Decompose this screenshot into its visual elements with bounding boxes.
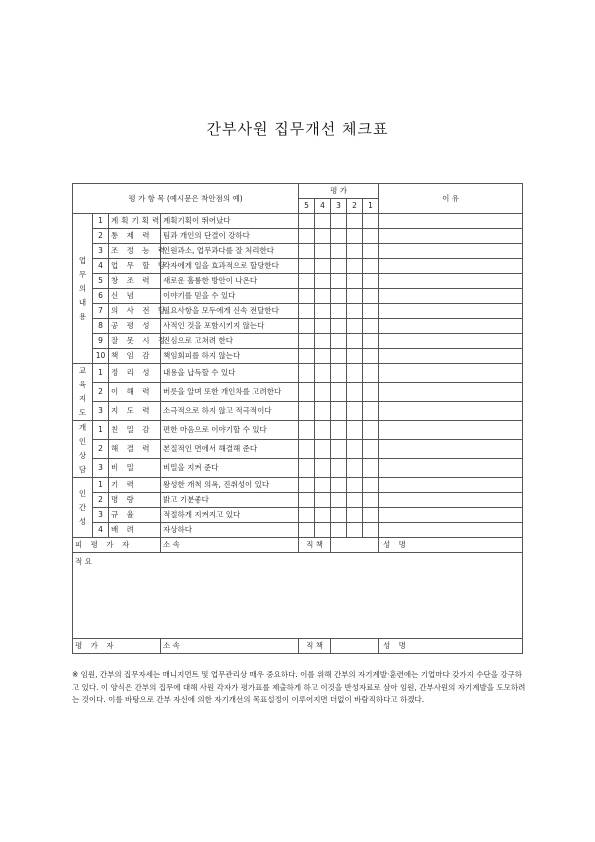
table-row [73, 334, 523, 349]
evaluator-name-field[interactable]: 성 명 [379, 639, 523, 654]
row-number: 6 [93, 289, 109, 304]
score-cell[interactable] [347, 334, 363, 349]
score-cell[interactable] [347, 259, 363, 274]
item-description: 밝고 기분좋다 [161, 493, 299, 508]
evaluatee-name-field[interactable]: 성 명 [379, 538, 523, 553]
reason-cell[interactable] [379, 229, 523, 244]
score-cell[interactable] [331, 289, 347, 304]
category-char: 업 [78, 255, 87, 265]
score-cell[interactable] [299, 508, 315, 523]
score-cell[interactable] [299, 274, 315, 289]
score-col-1: 1 [363, 199, 379, 214]
category-char: 인 [78, 488, 87, 498]
score-cell[interactable] [347, 244, 363, 259]
category-label [73, 478, 93, 538]
category-label [73, 214, 93, 364]
score-cell[interactable] [363, 289, 379, 304]
table-row [73, 274, 523, 289]
score-cell[interactable] [347, 214, 363, 229]
item-description: 진심으로 고쳐려 한다 [161, 334, 299, 349]
row-number: 2 [93, 229, 109, 244]
score-cell[interactable] [331, 508, 347, 523]
score-cell[interactable] [315, 349, 331, 364]
category-char: 담 [78, 465, 87, 474]
score-cell[interactable] [315, 304, 331, 319]
item-description: 이야기를 믿을 수 있다 [161, 289, 299, 304]
score-cell[interactable] [315, 289, 331, 304]
score-cell[interactable] [299, 334, 315, 349]
score-cell[interactable] [347, 402, 363, 421]
score-cell[interactable] [363, 364, 379, 383]
reason-cell[interactable] [379, 402, 523, 421]
row-number: 9 [93, 334, 109, 349]
score-cell[interactable] [315, 334, 331, 349]
reason-cell[interactable] [379, 304, 523, 319]
score-cell[interactable] [331, 214, 347, 229]
table-row [73, 229, 523, 244]
table-row [73, 508, 523, 523]
score-cell[interactable] [347, 319, 363, 334]
category-char: 교 [78, 366, 87, 375]
score-cell[interactable] [315, 508, 331, 523]
memo-row [73, 553, 523, 639]
score-cell[interactable] [347, 304, 363, 319]
item-name: 잘 못 시 정 [109, 334, 161, 349]
score-cell[interactable] [363, 319, 379, 334]
score-cell[interactable] [363, 383, 379, 402]
reason-cell[interactable] [379, 259, 523, 274]
table-row [73, 304, 523, 319]
item-name: 공 평 성 [109, 319, 161, 334]
reason-cell[interactable] [379, 334, 523, 349]
score-cell[interactable] [299, 259, 315, 274]
score-col-3: 3 [331, 199, 347, 214]
score-cell[interactable] [363, 402, 379, 421]
item-name: 명 랑 [109, 493, 161, 508]
score-cell[interactable] [347, 289, 363, 304]
item-name: 친 밀 감 [109, 421, 161, 440]
item-description: 필요사항을 모두에게 신속 전달한다 [161, 304, 299, 319]
score-cell[interactable] [331, 478, 347, 493]
table-row [73, 440, 523, 459]
item-name: 신 념 [109, 289, 161, 304]
score-cell[interactable] [299, 289, 315, 304]
evaluatee-dept-label: 소 속 [161, 538, 299, 553]
category-char: 성 [78, 516, 87, 526]
item-name: 창 조 력 [109, 274, 161, 289]
score-cell[interactable] [331, 364, 347, 383]
table-row [73, 349, 523, 364]
reason-cell[interactable] [379, 364, 523, 383]
page-title: 간부사원 집무개선 체크표 [206, 120, 389, 138]
score-cell[interactable] [299, 523, 315, 538]
item-description: 인원과소, 업무과다를 잘 처리한다 [161, 244, 299, 259]
score-cell[interactable] [315, 421, 331, 440]
evaluator-label: 평 가 자 [73, 639, 161, 654]
reason-cell[interactable] [379, 493, 523, 508]
score-cell[interactable] [315, 383, 331, 402]
score-cell[interactable] [299, 440, 315, 459]
score-cell[interactable] [315, 244, 331, 259]
reason-cell[interactable] [379, 478, 523, 493]
score-cell[interactable] [299, 349, 315, 364]
score-cell[interactable] [315, 478, 331, 493]
score-cell[interactable] [299, 244, 315, 259]
category-label [73, 364, 93, 421]
score-cell[interactable] [331, 402, 347, 421]
evaluator-row [73, 639, 523, 654]
score-cell[interactable] [331, 259, 347, 274]
score-cell[interactable] [315, 523, 331, 538]
score-cell[interactable] [347, 440, 363, 459]
reason-cell[interactable] [379, 319, 523, 334]
score-cell[interactable] [315, 440, 331, 459]
item-name: 배 려 [109, 523, 161, 538]
category-char: 육 [78, 380, 87, 389]
item-description: 사적인 것을 포함시키지 않는다 [161, 319, 299, 334]
score-cell[interactable] [315, 214, 331, 229]
score-cell[interactable] [299, 402, 315, 421]
category-char: 개 [78, 423, 87, 432]
score-cell[interactable] [315, 229, 331, 244]
score-cell[interactable] [299, 229, 315, 244]
reason-cell[interactable] [379, 349, 523, 364]
category-char: 용 [78, 311, 87, 321]
row-number: 1 [93, 478, 109, 493]
score-cell[interactable] [315, 274, 331, 289]
reason-cell[interactable] [379, 383, 523, 402]
score-cell[interactable] [363, 304, 379, 319]
row-number: 3 [93, 459, 109, 478]
score-cell[interactable] [363, 493, 379, 508]
item-description: 내용을 납득할 수 있다 [161, 364, 299, 383]
reason-header: 이 유 [379, 184, 523, 214]
footnote: ※ 임원, 간부의 집무자세는 매니지먼트 및 업무관리상 매우 중요하다. 이를 위해 간부의 자기계발·훈련에는 기업마다 갖가지 수단을 강구하고 있다. 이 양식은 간부의 집무에 대해 사원 각자가 평가표를 제출하게 하고 이것을 반성자료로 삼아 임원, 간부사원의 자기계발을 도모하려는 것이다. 이를 바탕으로 간부 자신에 의한 자기개선의 목표설정이 이루어지면 더없이 바람직하다고 하겠다. [72, 670, 526, 705]
row-number: 4 [93, 259, 109, 274]
item-name: 정 리 성 [109, 364, 161, 383]
row-number: 4 [93, 523, 109, 538]
score-cell[interactable] [315, 402, 331, 421]
item-description: 각자에게 일을 효과적으로 할당한다 [161, 259, 299, 274]
score-cell[interactable] [299, 214, 315, 229]
category-char: 간 [78, 502, 87, 512]
row-number: 10 [93, 349, 109, 364]
score-cell[interactable] [331, 459, 347, 478]
score-col-2: 2 [347, 199, 363, 214]
score-cell[interactable] [347, 508, 363, 523]
score-cell[interactable] [347, 421, 363, 440]
item-name: 계획기획력 [109, 214, 161, 229]
row-number: 3 [93, 508, 109, 523]
score-cell[interactable] [315, 364, 331, 383]
item-name: 지 도 력 [109, 402, 161, 421]
table-row [73, 523, 523, 538]
row-number: 3 [93, 244, 109, 259]
evaluatee-row [73, 538, 523, 553]
score-cell[interactable] [363, 440, 379, 459]
score-header: 평 가 [299, 184, 379, 199]
score-cell[interactable] [331, 244, 347, 259]
score-cell[interactable] [331, 274, 347, 289]
score-cell[interactable] [331, 383, 347, 402]
item-description: 적절하게 지켜지고 있다 [161, 508, 299, 523]
row-number: 1 [93, 421, 109, 440]
score-cell[interactable] [315, 259, 331, 274]
item-name: 의 사 전 달 [109, 304, 161, 319]
score-cell[interactable] [363, 349, 379, 364]
category-char: 지 [78, 394, 87, 403]
score-cell[interactable] [331, 493, 347, 508]
score-cell[interactable] [331, 440, 347, 459]
row-number: 1 [93, 364, 109, 383]
item-description: 본질적인 면에서 해결해 준다 [161, 440, 299, 459]
reason-cell[interactable] [379, 289, 523, 304]
score-cell[interactable] [347, 383, 363, 402]
score-cell[interactable] [315, 493, 331, 508]
row-number: 1 [93, 214, 109, 229]
item-description: 자상하다 [161, 523, 299, 538]
reason-cell[interactable] [379, 508, 523, 523]
table-row [73, 364, 523, 383]
score-col-4: 4 [315, 199, 331, 214]
evaluation-table [72, 183, 523, 654]
reason-cell[interactable] [379, 214, 523, 229]
score-cell[interactable] [299, 319, 315, 334]
evaluator-dept-label: 소 속 [161, 639, 299, 654]
item-description: 책임회피를 하지 않는다 [161, 349, 299, 364]
memo-field[interactable]: 적 요 [73, 553, 523, 639]
item-name: 업 무 할 당 [109, 259, 161, 274]
table-row [73, 459, 523, 478]
score-cell[interactable] [363, 508, 379, 523]
table-row [73, 478, 523, 493]
item-description: 비밀을 지켜 준다 [161, 459, 299, 478]
items-header: 평 가 항 목 (예시문은 착안점의 예) [73, 184, 299, 214]
reason-cell[interactable] [379, 523, 523, 538]
score-cell[interactable] [363, 523, 379, 538]
score-cell[interactable] [315, 319, 331, 334]
score-cell[interactable] [347, 493, 363, 508]
row-number: 7 [93, 304, 109, 319]
score-cell[interactable] [347, 274, 363, 289]
score-cell[interactable] [347, 349, 363, 364]
category-label [73, 421, 93, 478]
table-row [73, 259, 523, 274]
item-name: 해 결 력 [109, 440, 161, 459]
item-name: 통 제 력 [109, 229, 161, 244]
score-cell[interactable] [347, 364, 363, 383]
item-name: 규 율 [109, 508, 161, 523]
evaluator-position-label: 직 책 [299, 639, 331, 654]
table-row [73, 383, 523, 402]
score-cell[interactable] [331, 319, 347, 334]
reason-cell[interactable] [379, 244, 523, 259]
table-row [73, 244, 523, 259]
score-cell[interactable] [363, 259, 379, 274]
table-row [73, 289, 523, 304]
row-number: 2 [93, 383, 109, 402]
row-number: 2 [93, 493, 109, 508]
score-cell[interactable] [331, 229, 347, 244]
item-name: 이 해 력 [109, 383, 161, 402]
category-char: 의 [78, 283, 87, 293]
score-cell[interactable] [347, 478, 363, 493]
evaluatee-position-field[interactable] [331, 538, 379, 553]
item-description: 편한 마음으로 이야기할 수 있다 [161, 421, 299, 440]
reason-cell[interactable] [379, 421, 523, 440]
reason-cell[interactable] [379, 459, 523, 478]
evaluatee-position-label: 직 책 [299, 538, 331, 553]
category-char: 상 [78, 451, 87, 460]
score-cell[interactable] [363, 274, 379, 289]
score-cell[interactable] [363, 334, 379, 349]
score-col-5: 5 [299, 199, 315, 214]
score-cell[interactable] [299, 478, 315, 493]
score-cell[interactable] [331, 304, 347, 319]
item-description: 소극적으로 하지 않고 적극적이다 [161, 402, 299, 421]
score-cell[interactable] [331, 349, 347, 364]
score-cell[interactable] [299, 383, 315, 402]
table-row [73, 402, 523, 421]
category-char: 도 [78, 408, 87, 417]
row-number: 8 [93, 319, 109, 334]
score-cell[interactable] [331, 523, 347, 538]
score-cell[interactable] [331, 421, 347, 440]
score-cell[interactable] [363, 229, 379, 244]
item-description: 팀과 개인의 단결이 강하다 [161, 229, 299, 244]
category-char: 내 [78, 297, 87, 307]
score-cell[interactable] [363, 244, 379, 259]
score-cell[interactable] [299, 459, 315, 478]
score-cell[interactable] [315, 459, 331, 478]
score-cell[interactable] [363, 459, 379, 478]
score-cell[interactable] [363, 214, 379, 229]
table-row [73, 493, 523, 508]
score-cell[interactable] [363, 478, 379, 493]
item-name: 조 정 능 력 [109, 244, 161, 259]
item-description: 버릇을 알며 또한 개인차를 고려한다 [161, 383, 299, 402]
evaluatee-label: 피 평 가 자 [73, 538, 161, 553]
item-description: 계획기획이 뛰어났다 [161, 214, 299, 229]
item-name: 비 밀 [109, 459, 161, 478]
score-cell[interactable] [299, 304, 315, 319]
table-row [73, 214, 523, 229]
row-number: 5 [93, 274, 109, 289]
score-cell[interactable] [347, 523, 363, 538]
table-row [73, 421, 523, 440]
reason-cell[interactable] [379, 440, 523, 459]
reason-cell[interactable] [379, 274, 523, 289]
item-description: 새로운 훌륭한 방안이 나온다 [161, 274, 299, 289]
category-char: 인 [78, 437, 87, 446]
score-cell[interactable] [299, 493, 315, 508]
item-name: 책 임 감 [109, 349, 161, 364]
score-cell[interactable] [363, 421, 379, 440]
score-cell[interactable] [299, 364, 315, 383]
item-name: 기 력 [109, 478, 161, 493]
score-cell[interactable] [331, 334, 347, 349]
score-cell[interactable] [347, 459, 363, 478]
row-number: 3 [93, 402, 109, 421]
item-description: 왕성한 개척 의욕, 진취성이 있다 [161, 478, 299, 493]
score-cell[interactable] [347, 229, 363, 244]
table-row [73, 319, 523, 334]
row-number: 2 [93, 440, 109, 459]
category-char: 무 [78, 269, 87, 279]
evaluator-position-field[interactable] [331, 639, 379, 654]
score-cell[interactable] [299, 421, 315, 440]
